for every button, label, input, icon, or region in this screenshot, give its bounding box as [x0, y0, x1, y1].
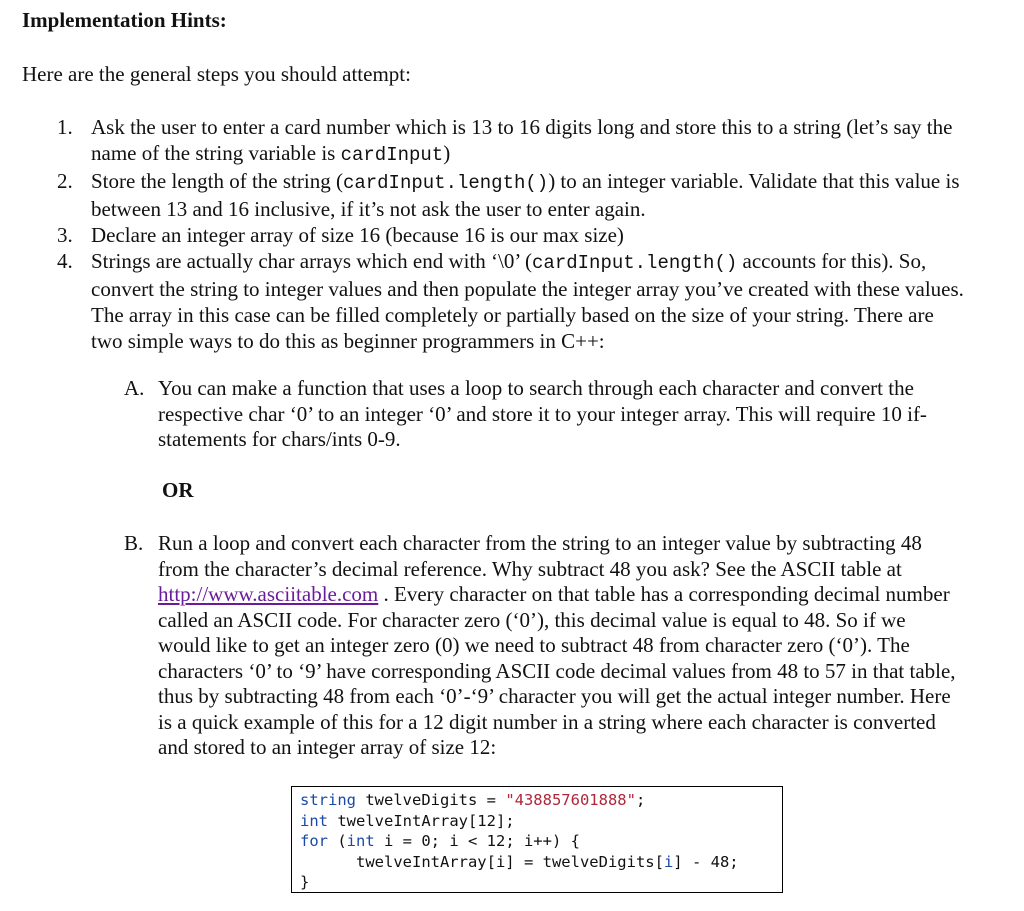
- list-item: [50, 248, 965, 354]
- code-text: }: [300, 873, 310, 891]
- asciitable-link[interactable]: http://www.asciitable.com: [158, 582, 379, 606]
- code-text: i = 0; i < 12; i++) {: [374, 832, 580, 850]
- code-text: ;: [635, 791, 646, 809]
- code-block: [291, 786, 783, 893]
- intro-text: Here are the general steps you should attempt:: [22, 62, 411, 86]
- code-text: twelveIntArray[12];: [328, 811, 515, 830]
- section-heading: Implementation Hints:: [22, 8, 227, 32]
- code-text: twelveIntArray[i] = twelveDigits[: [300, 852, 664, 871]
- option-b-text: Run a loop and convert each character from the string to an integer value by subtracting 48 from the character’s decimal reference. Why subtract 48 you ask? See the ASCII table at: [158, 531, 922, 581]
- option-letter: A.: [124, 376, 145, 400]
- option-b-text: . Every character on that table has a corresponding decimal number called an ASCII code. For character zero (‘0’), this decimal value is equal to 48. So if we would like to get an integer zero (0) we need to subtract 48 from character zero (‘0’). The characters ‘0’ to ‘9’ have corresponding ASCII code decimal values from 48 to 57 in that table, thus by subtracting 48 from each ‘0’-‘9’ character you will get the actual integer number. Here is a quick example of this for a 12 digit number in a string where each character is converted and stored to an integer array of size 12:: [158, 582, 956, 759]
- code-string: "438857601888": [505, 791, 636, 809]
- code-keyword: int: [300, 811, 328, 830]
- or-separator: OR: [162, 478, 194, 502]
- step-text: Store the length of the string (: [91, 169, 343, 193]
- code-index: i: [663, 852, 674, 871]
- code-keyword: for: [300, 832, 328, 850]
- code-text: twelveDigits =: [356, 791, 506, 809]
- list-number: 1.: [57, 115, 73, 139]
- code-keyword: string: [300, 791, 356, 809]
- step-text: Strings are actually char arrays which end with ‘\0’ (: [91, 249, 533, 273]
- list-number: 2.: [57, 169, 73, 193]
- step-text: accounts for this). So, convert the string to integer values and then populate the integer array you’ve created with these values. The array in this case can be filled completely or partially based on the size of your string. There are two simple ways to do this as beginner programmers in C++:: [91, 249, 964, 353]
- inline-code: cardInput: [340, 144, 444, 166]
- code-line: [300, 852, 774, 873]
- list-item: [50, 114, 965, 168]
- code-line: [300, 831, 774, 852]
- code-line: [300, 811, 774, 832]
- option-a-item: [124, 376, 959, 453]
- list-item: [50, 222, 965, 248]
- step-text: Ask the user to enter a card number which is 13 to 16 digits long and store this to a string (let’s say the name of the string variable is: [91, 115, 953, 165]
- inline-code: cardInput.length(): [532, 252, 738, 274]
- code-keyword: int: [346, 832, 375, 850]
- option-a: [124, 376, 959, 453]
- option-letter: B.: [124, 531, 144, 555]
- code-line: [300, 872, 774, 893]
- inline-code: cardInput.length(): [342, 172, 549, 194]
- steps-list: [50, 114, 965, 354]
- code-line: [300, 790, 774, 811]
- option-b-item: [124, 531, 959, 761]
- list-item: [50, 168, 965, 222]
- option-b: [124, 531, 959, 761]
- step-text: Declare an integer array of size 16 (because 16 is our max size): [91, 223, 624, 247]
- list-number: 4.: [57, 249, 73, 273]
- step-text: ) to an integer variable. Validate that this value is between 13 and 16 inclusive, if it’s not ask the user to enter again.: [91, 169, 960, 221]
- code-text: ] - 48;: [673, 852, 739, 871]
- list-number: 3.: [57, 223, 73, 247]
- step-text: ): [443, 141, 451, 165]
- code-text: (: [328, 832, 347, 850]
- option-a-text: You can make a function that uses a loop to search through each character and convert the respective char ‘0’ to an integer ‘0’ and store it to your integer array. This will require 10 if-statements for chars/ints 0-9.: [158, 376, 927, 451]
